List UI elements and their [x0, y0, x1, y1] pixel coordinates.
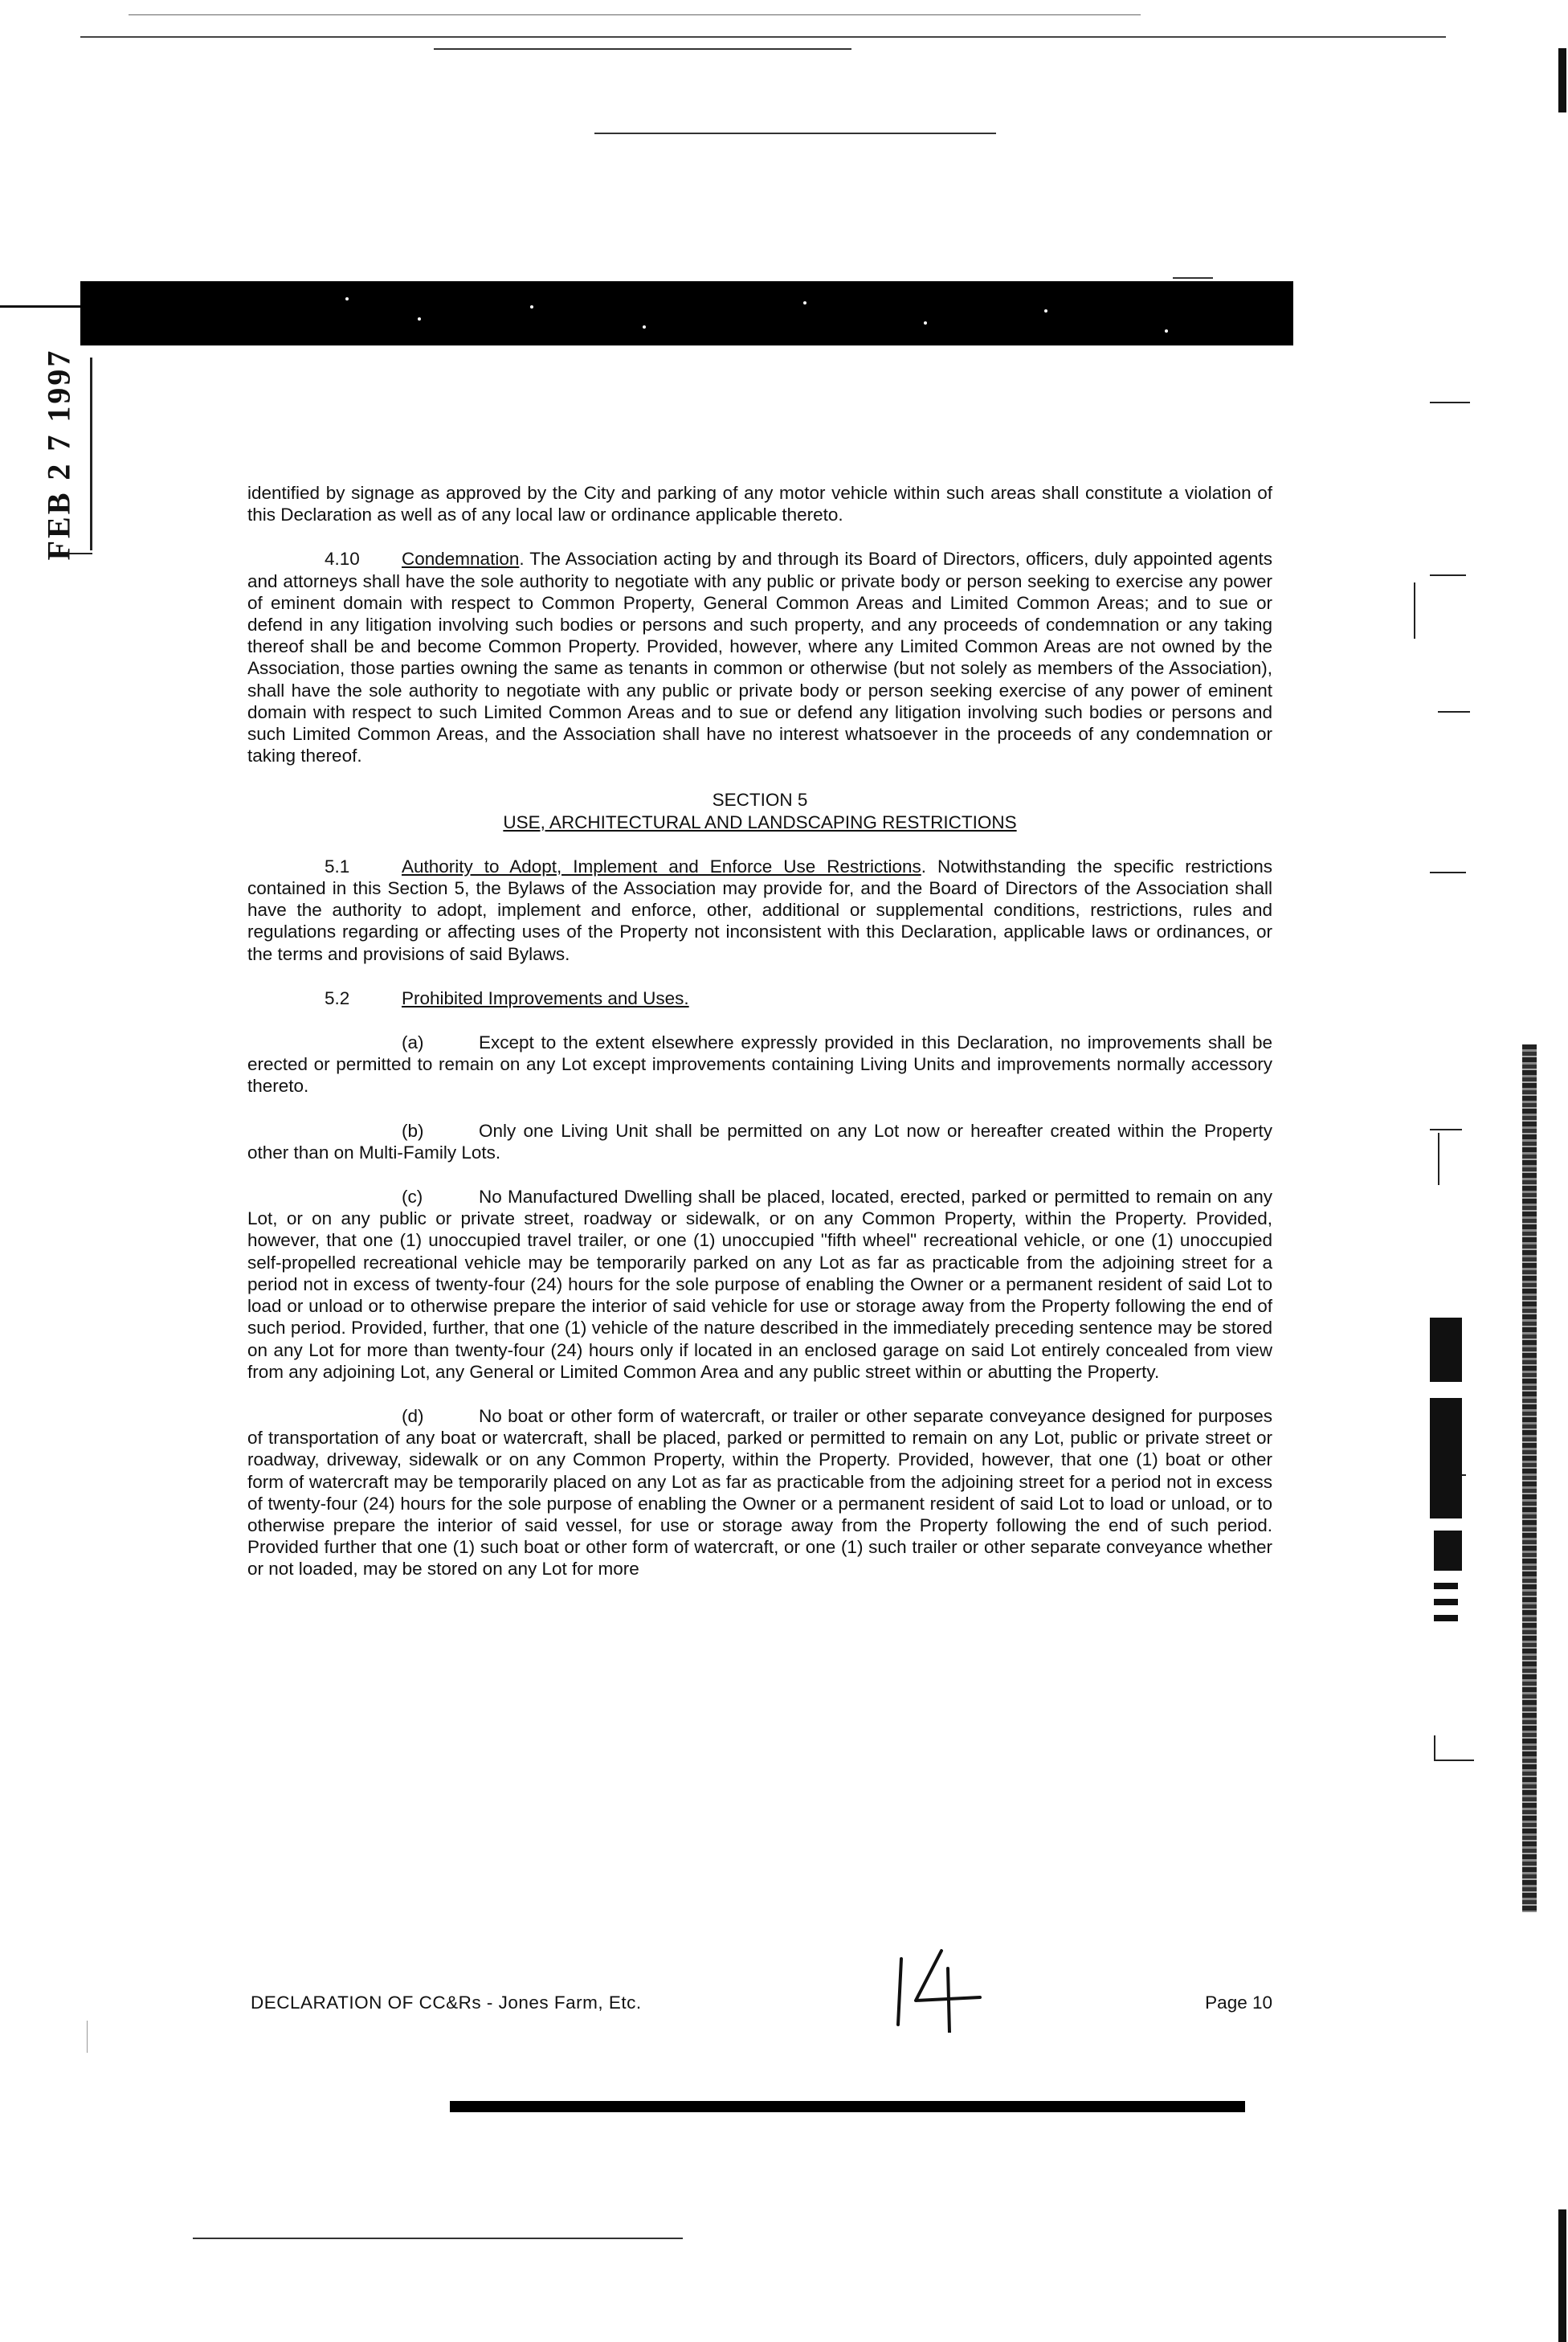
- scan-edge-block: [1430, 1398, 1462, 1518]
- paragraph-4-10: [247, 548, 1272, 766]
- scan-line: [1173, 277, 1213, 279]
- subparagraph-label: (a): [402, 1032, 424, 1053]
- paragraph-5-1: [247, 856, 1272, 965]
- subparagraph-label: (c): [402, 1187, 423, 1208]
- scan-line: [1430, 402, 1470, 403]
- subparagraph-label: (b): [402, 1120, 424, 1141]
- scan-line: [594, 133, 996, 134]
- scan-line: [1438, 1133, 1439, 1185]
- subparagraph-text: No Manufactured Dwelling shall be placed, located, erected, parked or permitted to remain on any Lot, or on any public or private street, roadway or sidewalk, or on any Common Property, within the Property. Provided, however, that one (1) unoccupied travel trailer, or one (1) unoccupied "fifth wheel" recreational vehicle, or one (1) unoccupied self-propelled recreational vehicle may be temporarily parked on any Lot as far as practicable from the adjoining street for a period not in excess of twenty-four (24) hours for the sole purpose of enabling the Owner or a permanent resident of said Lot to load or unload or to otherwise prepare the interior of said vehicle for use or storage away from the Property following the end of such period. Provided, further, that one (1) vehicle of the nature described in the immediately preceding sentence may be stored on any Lot for more than twenty-four (24) hours only if located in an enclosed garage on said Lot entirely concealed from view from any adjoining Lot, any General or Limited Common Area and any public street within or abutting the Property.: [247, 1187, 1272, 1382]
- scan-line: [87, 2021, 88, 2053]
- paragraph-5-2: [247, 987, 1272, 1009]
- stamp-text: FEB 2 7 1997: [40, 348, 77, 560]
- document-body: [247, 482, 1272, 1603]
- paragraph-number: 5.2: [325, 987, 350, 1008]
- subparagraph-text: Except to the extent elsewhere expressly provided in this Declaration, no improvements shall be erected or permitted to remain on any Lot except improvements containing Living Units and improvements normally accessory thereto.: [247, 1032, 1272, 1097]
- scan-edge-bar: [1558, 2209, 1566, 2342]
- section-title: USE, ARCHITECTURAL AND LANDSCAPING RESTRICTIONS: [503, 811, 1017, 832]
- handwritten-page-number: [892, 1944, 988, 2033]
- paragraph-text: . Notwithstanding the specific restrictions contained in this Section 5, the Bylaws of the Association may provide for, and the Board of Directors of the Association shall have the authority to adopt, implement and enforce, other, additional or supplemental conditions, restrictions, rules and regulations regarding or affecting uses of the Property not inconsistent with this Declaration, applicable laws or ordinances, or the terms and provisions of said Bylaws.: [247, 856, 1272, 964]
- scan-line: [1438, 711, 1470, 713]
- scan-line: [1434, 1760, 1474, 1761]
- subparagraph-d: [247, 1405, 1272, 1580]
- subparagraph-label: (d): [402, 1405, 424, 1426]
- subparagraph-text: Only one Living Unit shall be permitted on any Lot now or hereafter created within the Property other than on Multi-Family Lots.: [247, 1120, 1272, 1163]
- scan-line: [193, 2238, 683, 2239]
- subparagraph-b: [247, 1120, 1272, 1163]
- paragraph-text: . The Association acting by and through its Board of Directors, officers, duly appointed agents and attorneys shall have the sole authority to negotiate with any public or private body or person seeking to exercise any power of eminent domain with respect to Common Property, General Common Areas and Limited Common Areas; and to sue or defend in any litigation involving such bodies or persons and such property, and any proceeds of condemnation or any taking thereof shall be and become Common Property. Provided, however, where any Limited Common Areas are not owned by the Association, those parties owning the same as tenants in common or otherwise (but not solely as members of the Association), shall have the sole authority to negotiate with any public or private body or person seeking exercise of any power of eminent domain with respect to such Limited Common Areas and to sue or defend any litigation involving such bodies or persons and such Limited Common Areas, and the Association shall have no interest whatsoever in the proceeds of any condemnation or taking thereof.: [247, 549, 1272, 766]
- scan-edge-block: [1434, 1599, 1458, 1605]
- paragraph-number: 4.10: [325, 549, 360, 570]
- subparagraph-c: [247, 1186, 1272, 1383]
- section-heading: [247, 789, 1272, 832]
- paragraph-heading: Authority to Adopt, Implement and Enforce Use Restrictions: [402, 856, 921, 877]
- scan-line: [0, 305, 88, 308]
- paragraph-heading: Prohibited Improvements and Uses.: [402, 987, 689, 1008]
- paragraph-number: 5.1: [325, 856, 350, 877]
- scan-line: [80, 36, 1446, 38]
- scan-line: [450, 2101, 1245, 2112]
- page-footer: [251, 1993, 1272, 2025]
- scan-edge-block: [1434, 1583, 1458, 1589]
- paragraph-heading: Condemnation: [402, 549, 520, 570]
- filing-date-stamp: [22, 348, 95, 560]
- scan-line: [1430, 872, 1466, 873]
- continuation-paragraph: identified by signage as approved by the City and parking of any motor vehicle within such areas shall constitute a violation of this Declaration as well as of any local law or ordinance applicable thereto.: [247, 483, 1272, 525]
- footer-page-number: Page 10: [1205, 1993, 1272, 2013]
- scan-edge-block: [1434, 1615, 1458, 1621]
- handwritten-page-number-drawing: [892, 1944, 988, 2033]
- scan-line: [434, 48, 851, 50]
- scan-black-band: [80, 281, 1293, 345]
- scan-line: [1430, 1129, 1462, 1130]
- scan-edge-strip: [1522, 1044, 1537, 1912]
- scan-line: [1414, 582, 1415, 639]
- scan-line: [1430, 574, 1466, 576]
- scan-edge-bar: [1558, 48, 1566, 112]
- scan-edge-block: [1434, 1531, 1462, 1571]
- scan-line: [1434, 1735, 1435, 1760]
- section-number: SECTION 5: [712, 790, 808, 811]
- footer-document-title: DECLARATION OF CC&Rs - Jones Farm, Etc.: [251, 1993, 642, 2013]
- subparagraph-a: [247, 1032, 1272, 1097]
- scan-line: [129, 14, 1141, 15]
- scan-edge-block: [1430, 1318, 1462, 1382]
- subparagraph-text: No boat or other form of watercraft, or trailer or other separate conveyance designed for purposes of transportation of any boat or watercraft, shall be placed, parked or permitted to remain on any Lot, public or private street or roadway, driveway, sidewalk or on any Common Property, within the Property. Provided, however, that one (1) boat or other form of watercraft may be temporarily placed on any Lot as far as practicable from the adjoining street for a period not in excess of twenty-four (24) hours for the sole purpose of enabling the Owner or a permanent resident of said Lot to load or unload, or to otherwise prepare the interior of said vessel, for use or storage away from the Property following the end of such period. Provided further that one (1) such boat or other form of watercraft, or one (1) such trailer or other separate conveyance whether or not loaded, may be stored on any Lot for more: [247, 1405, 1272, 1580]
